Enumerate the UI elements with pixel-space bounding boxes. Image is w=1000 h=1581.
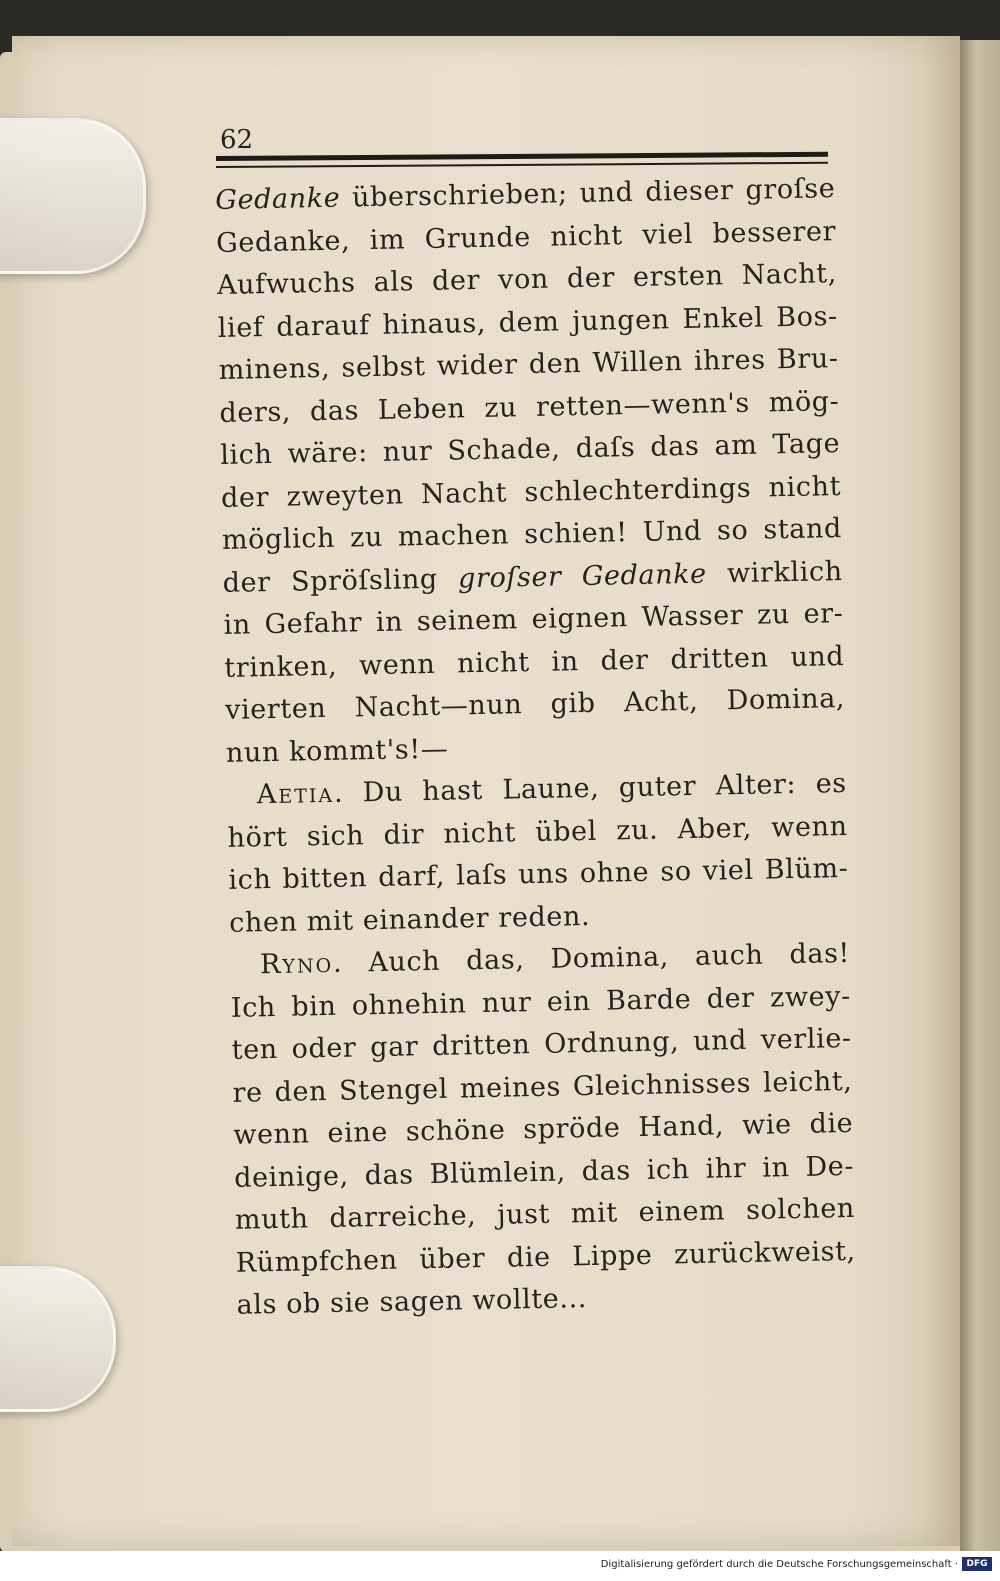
speaker-name: Aetia: [256, 777, 335, 811]
text-segment: deinige, das Blümlein, das ich ihr in De-: [233, 1150, 855, 1194]
text-segment: ten oder gar dritten Ordnung, und verlie-: [231, 1022, 852, 1066]
text-segment: der zweyten Nacht schlechterdings nicht: [220, 470, 842, 514]
page-text: [215, 168, 857, 1327]
dfg-logo: DFG: [962, 1557, 992, 1571]
text-segment: . Auch das, Domina, auch das!: [332, 937, 851, 979]
italic-text: Gedanke: [215, 182, 341, 216]
text-segment: wenn eine schöne spröde Hand, wie die: [233, 1107, 854, 1151]
text-segment: muth darreiche, just mit einem solchen: [234, 1192, 856, 1236]
text-segment: re den Stengel meines Gleichnisses leicht,: [232, 1065, 853, 1109]
text-segment: ich bitten darf, laſs uns ohne so viel Blüm-: [228, 852, 849, 896]
text-segment: lich wäre: nur Schade, daſs das am Tage: [219, 428, 841, 471]
text-segment: der Spröſsling: [222, 562, 459, 599]
text-segment: vierten Nacht—nun gib Acht, Domina,: [224, 683, 846, 726]
text-segment: möglich zu machen schien! Und so stand: [221, 513, 843, 556]
text-segment: ders, das Leben zu retten—wenn's mög-: [219, 385, 840, 429]
text-segment: minens, selbst wider den Willen ihres Bru-: [218, 343, 839, 386]
text-segment: chen mit einander reden.: [228, 900, 591, 939]
text-segment: Ich bin ohnehin nur ein Barde der zwey-: [230, 980, 852, 1024]
text-segment: wirklich: [706, 555, 843, 590]
page-number: 62: [220, 125, 254, 155]
funding-credit: Digitalisierung gefördert durch die Deutsche Forschungsgemeinschaft ·: [600, 1559, 958, 1570]
speaker-name: Ryno: [259, 947, 334, 981]
text-segment: . Du hast Laune, guter Alter: es: [333, 767, 847, 809]
facing-page-edge: [960, 40, 1000, 1560]
text-segment: nun kommt's!—: [225, 733, 449, 769]
text-segment: in Gefahr in seinem eignen Wasser zu er-: [223, 598, 844, 641]
footer-bar: [0, 1551, 1000, 1581]
text-segment: Gedanke, im Grunde nicht viel besserer: [215, 215, 837, 259]
page-clip-top: [0, 118, 146, 274]
text-segment: als ob sie sagen wollte...: [236, 1283, 588, 1321]
text-segment: überschrieben; und dieser groſse: [339, 173, 836, 214]
italic-text: groſser Gedanke: [457, 558, 707, 594]
text-segment: trinken, wenn nicht in der dritten und: [224, 640, 845, 684]
text-segment: Rümpfchen über die Lippe zurückweist,: [235, 1235, 856, 1279]
text-segment: hört sich dir nicht übel zu. Aber, wenn: [227, 810, 848, 854]
text-segment: lief darauf hinaus, dem jungen Enkel Bos-: [217, 300, 839, 344]
text-segment: Aufwuchs als der von der ersten Nacht,: [216, 258, 838, 301]
